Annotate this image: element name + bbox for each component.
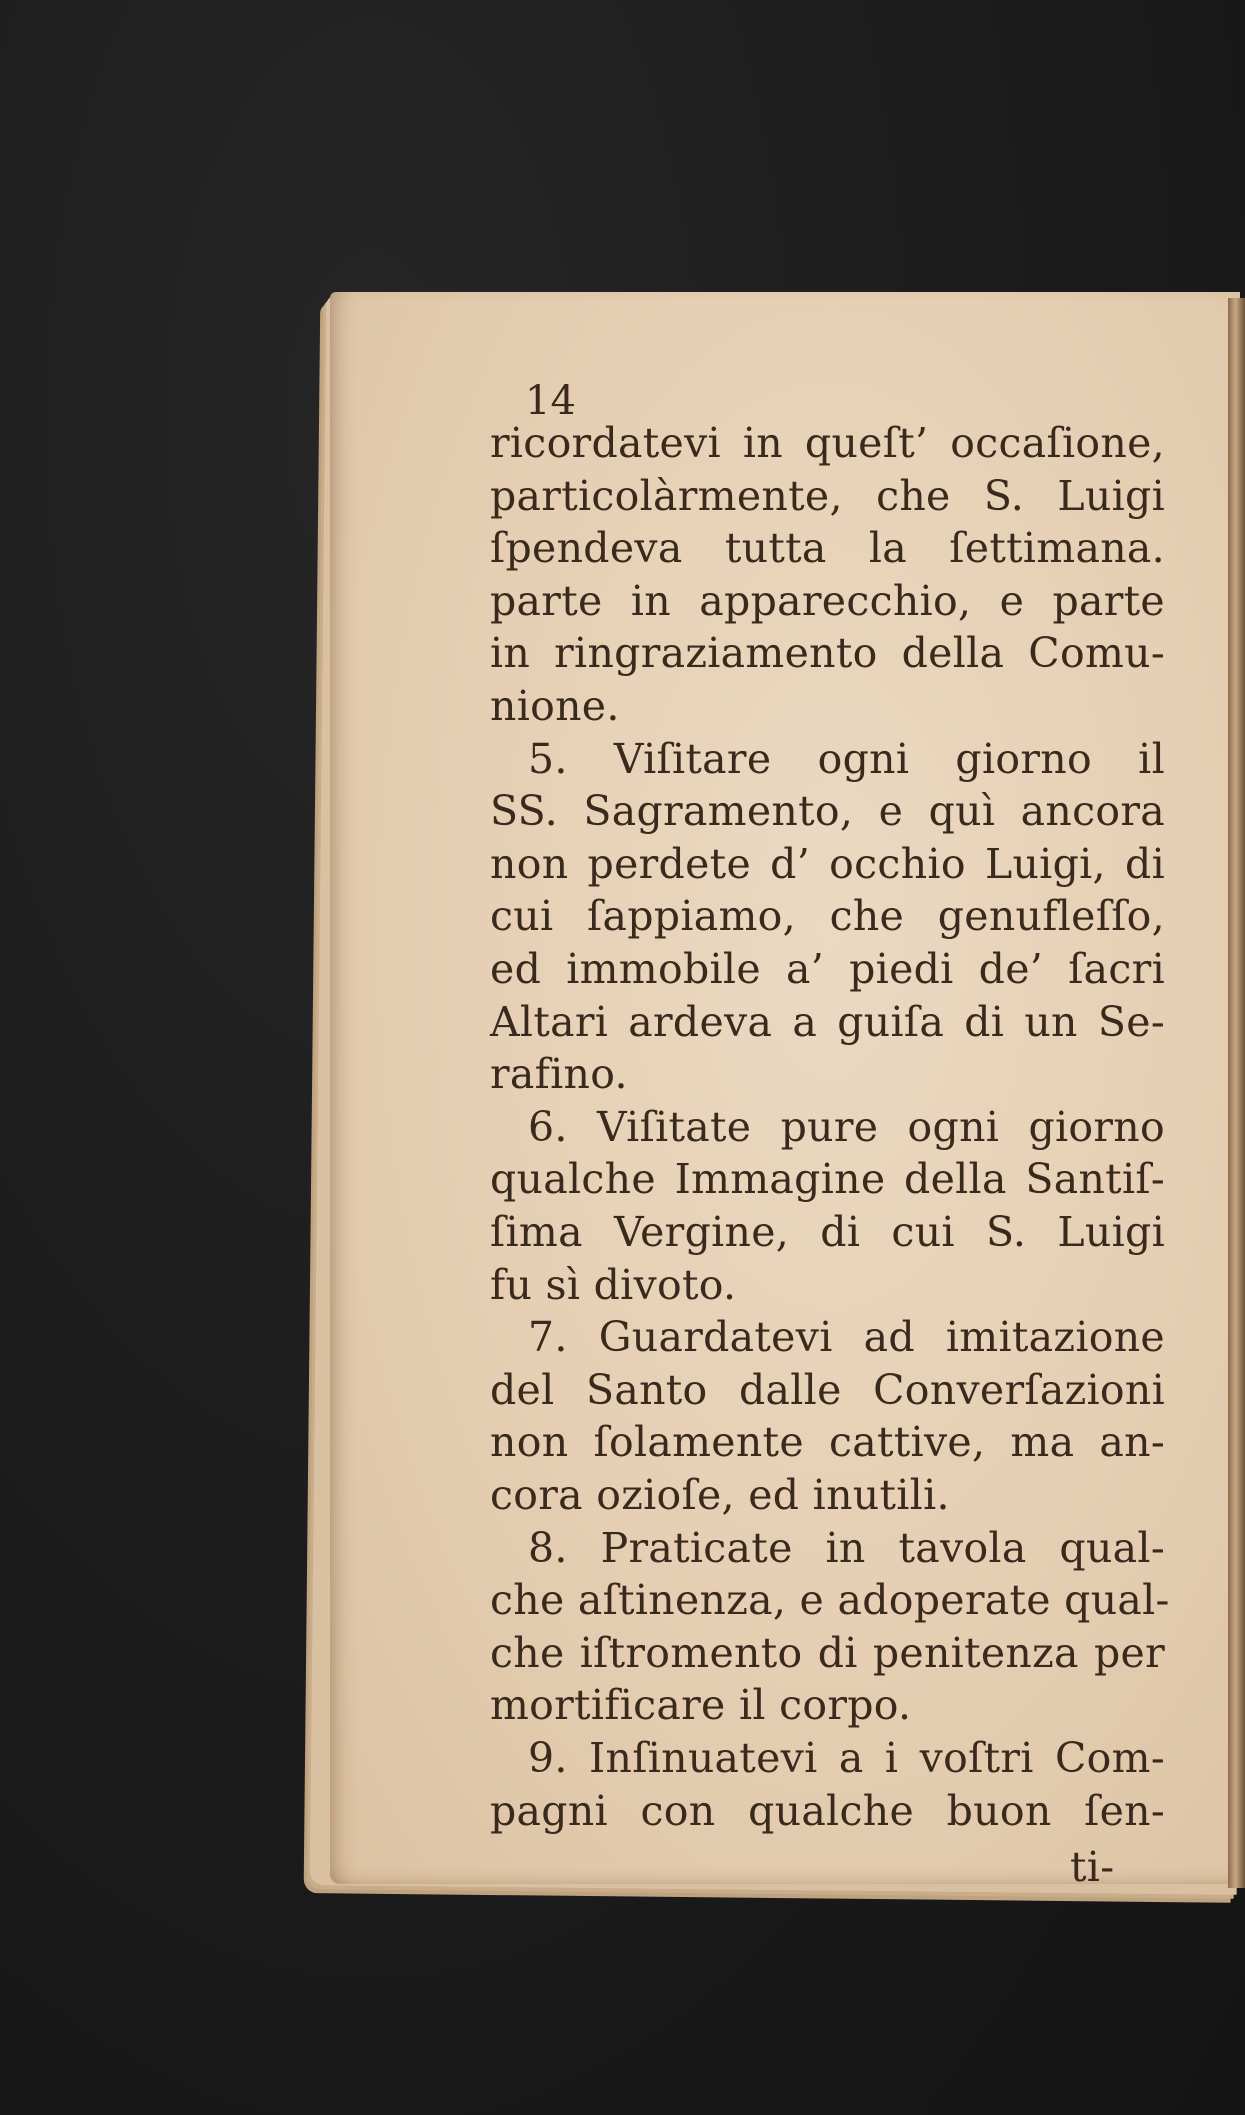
text-line: mortificare il corpo. [490,1681,912,1730]
text-line: ricordatevi in queſt’ occaſione, [490,419,1165,467]
text-line: fu sì divoto. [490,1260,737,1309]
text-line: in ringraziamento della Comu- [490,629,1165,678]
text-line: che aſtinenza, e adoperate qual- [490,1576,1170,1625]
book-spine-edge [1228,298,1245,1888]
text-line: ſpendeva tutta la ſettimana. [490,524,1165,573]
text-line: rafino. [490,1050,628,1099]
text-line: ſima Vergine, di cui S. Luigi [490,1208,1165,1256]
text-line: qualche Immagine della Santiſ- [490,1155,1165,1204]
text-line: Altari ardeva a guiſa di un Se- [490,997,1165,1046]
page-number: 14 [525,378,576,424]
text-line: 9. Inſinuatevi a i voſtri Com- [528,1734,1165,1782]
text-line: SS. Sagramento, e quì ancora [490,787,1165,836]
catchword: ti- [1070,1843,1115,1892]
text-line: parte in apparecchio, e parte [490,576,1165,625]
text-line: cui ſappiamo, che genufleſſo, [490,892,1165,941]
text-line: 5. Viſitare ogni giorno il [528,734,1165,783]
text-line: del Santo dalle Converſazioni [490,1365,1165,1414]
text-line: cora ozioſe, ed inutili. [490,1471,950,1519]
text-line: non perdete d’ occhio Luigi, di [490,839,1165,888]
text-line: particolàrmente, che S. Luigi [490,471,1165,520]
text-line: che iſtromento di penitenza per [490,1628,1165,1677]
text-line: pagni con qualche buon ſen- [490,1786,1165,1835]
text-line: 8. Praticate in tavola qual- [528,1523,1165,1572]
text-line: 7. Guardatevi ad imitazione [528,1313,1165,1362]
text-line: nione. [490,682,620,730]
text-line: 6. Viſitate pure ogni giorno [528,1102,1165,1151]
text-line: ed immobile a’ piedi de’ ſacri [490,945,1165,993]
text-line: non ſolamente cattive, ma an- [490,1418,1165,1467]
